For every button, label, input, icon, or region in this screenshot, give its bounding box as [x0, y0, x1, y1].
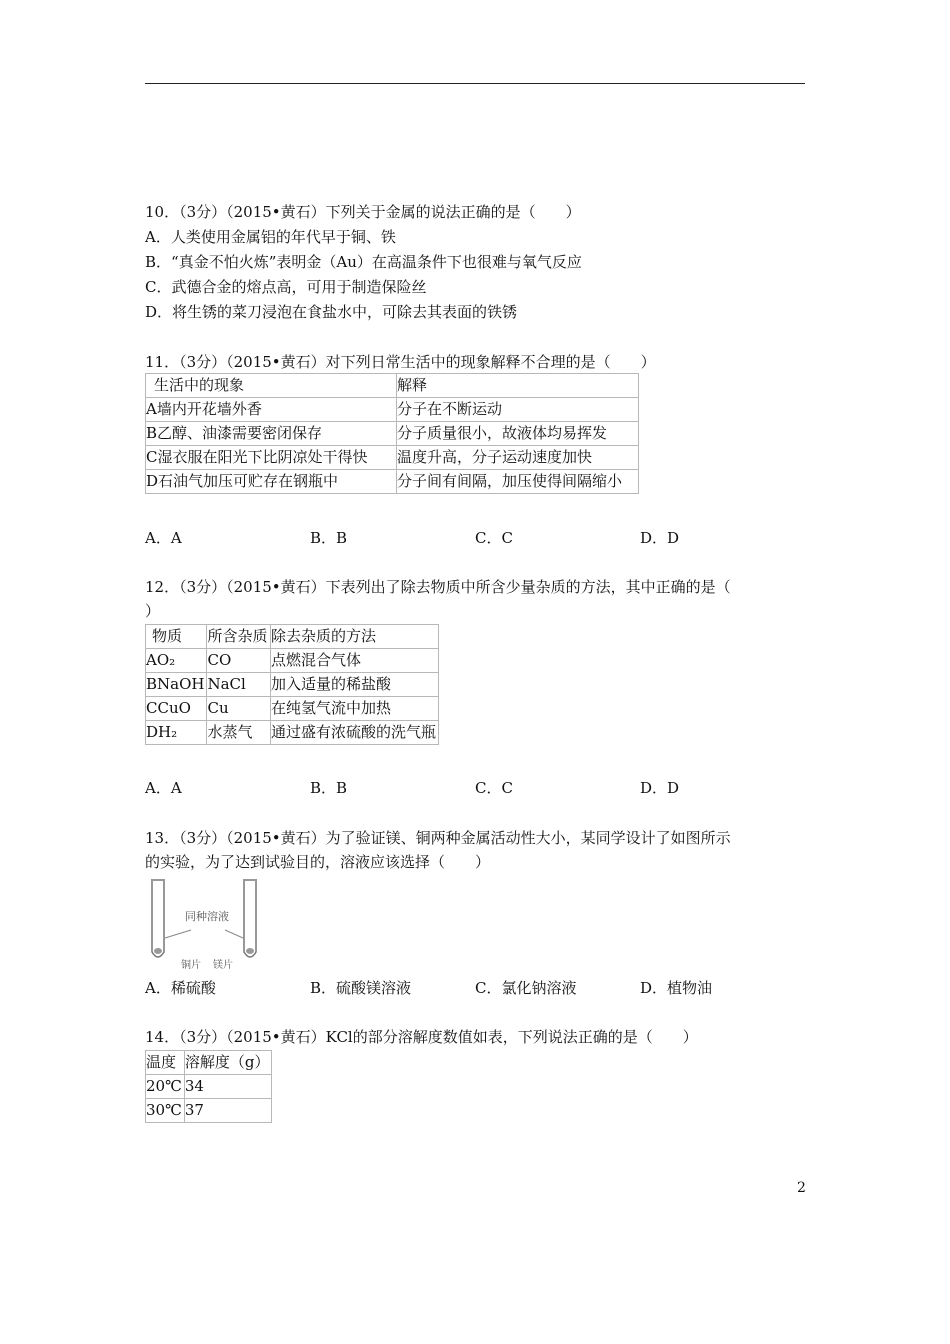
row-label: D — [146, 723, 159, 741]
copper-piece — [154, 948, 162, 954]
q11-answer-c: C．C — [475, 529, 513, 547]
test-tube-figure — [145, 878, 270, 970]
table-cell — [146, 470, 397, 494]
table-row — [146, 721, 439, 745]
q13-answer-d: D．植物油 — [640, 979, 713, 997]
q11-table — [145, 373, 639, 494]
row-label: D — [146, 472, 159, 490]
table-cell — [146, 721, 207, 745]
table-cell — [146, 398, 397, 422]
row-label: C — [146, 448, 158, 466]
q11-answer-a: A．A — [145, 529, 182, 547]
row-label: A — [146, 651, 157, 669]
copper-label: 铜片 — [181, 960, 201, 970]
table-row — [146, 398, 639, 422]
table-header-cell: 温度 — [146, 1051, 185, 1075]
row-substance: O₂ — [156, 651, 176, 669]
row-substance: NaOH — [157, 675, 205, 693]
table-cell — [146, 697, 207, 721]
table-cell: 通过盛有浓硫酸的洗气瓶 — [270, 721, 438, 745]
table-row — [146, 697, 439, 721]
table-row — [146, 1099, 272, 1123]
row-label: A — [146, 400, 157, 418]
table-cell: Cu — [207, 697, 271, 721]
table-cell: 温度升高，分子运动速度加快 — [397, 446, 639, 470]
q13-answer-c: C．氯化钠溶液 — [475, 979, 577, 997]
q12-answer-c: C．C — [475, 779, 513, 797]
q12-answer-d: D．D — [640, 779, 680, 797]
q13-stem-line1: 13．（3分）（2015•黄石）为了验证镁、铜两种金属活动性大小，某同学设计了如图所示 — [145, 829, 731, 847]
q14-table — [145, 1050, 272, 1123]
q13-stem-line2: 的实验，为了达到试验目的，溶液应该选择（ ） — [145, 853, 491, 871]
row-phenomenon: 湿衣服在阳光下比阴凉处干得快 — [157, 448, 368, 466]
row-phenomenon: 石油气加压可贮存在钢瓶中 — [158, 472, 339, 490]
table-header-cell: 物质 — [146, 625, 207, 649]
left-test-tube — [151, 880, 165, 957]
table-header-row — [146, 625, 439, 649]
table-header-cell: 生活中的现象 — [146, 374, 397, 398]
table-header-cell: 所含杂质 — [207, 625, 271, 649]
table-cell: 分子在不断运动 — [397, 398, 639, 422]
q11-answer-d: D．D — [640, 529, 680, 547]
q12-answer-b: B．B — [310, 779, 348, 797]
table-cell: 37 — [184, 1099, 272, 1123]
table-cell: 分子质量很小，故液体均易挥发 — [397, 422, 639, 446]
table-cell: 点燃混合气体 — [270, 649, 438, 673]
table-cell: 20℃ — [146, 1075, 185, 1099]
q13-answer-a: A．稀硫酸 — [145, 979, 216, 997]
table-header-row — [146, 1051, 272, 1075]
q10-option-a: A．人类使用金属铝的年代早于铜、铁 — [145, 228, 396, 246]
row-substance: CuO — [157, 699, 191, 717]
table-row — [146, 470, 639, 494]
table-cell: 分子间有间隔，加压使得间隔缩小 — [397, 470, 639, 494]
table-cell: 加入适量的稀盐酸 — [270, 673, 438, 697]
table-header-cell: 解释 — [397, 374, 639, 398]
table-header-cell: 除去杂质的方法 — [270, 625, 438, 649]
pointer-line-right — [225, 930, 243, 938]
magnesium-piece — [246, 948, 254, 954]
table-cell — [146, 673, 207, 697]
table-row — [146, 446, 639, 470]
q13-answer-b: B．硫酸镁溶液 — [310, 979, 412, 997]
table-cell: NaCl — [207, 673, 271, 697]
table-cell — [146, 649, 207, 673]
row-phenomenon: 乙醇、油漆需要密闭保存 — [157, 424, 323, 442]
table-cell — [146, 446, 397, 470]
table-cell — [146, 422, 397, 446]
q10-option-c: C．武德合金的熔点高，可用于制造保险丝 — [145, 278, 427, 296]
row-label: B — [146, 675, 158, 693]
table-cell: CO — [207, 649, 271, 673]
table-cell: 水蒸气 — [207, 721, 271, 745]
table-row — [146, 422, 639, 446]
row-substance: H₂ — [158, 723, 178, 741]
q10-option-d: D．将生锈的菜刀浸泡在食盐水中，可除去其表面的铁锈 — [145, 303, 518, 321]
magnesium-label: 镁片 — [213, 960, 233, 970]
table-row — [146, 1075, 272, 1099]
solution-label: 同种溶液 — [185, 910, 229, 923]
q14-stem: 14．（3分）（2015•黄石）KCl的部分溶解度数值如表，下列说法正确的是（ ） — [145, 1028, 698, 1046]
q12-answer-a: A．A — [145, 779, 182, 797]
q12-stem-line2: ） — [145, 602, 161, 620]
row-label: C — [146, 699, 158, 717]
q11-stem: 11．（3分）（2015•黄石）对下列日常生活中的现象解释不合理的是（ ） — [145, 353, 656, 371]
table-row — [146, 673, 439, 697]
page-number: 2 — [797, 1180, 806, 1196]
table-header-row — [146, 374, 639, 398]
q12-table — [145, 624, 439, 745]
table-cell: 在纯氢气流中加热 — [270, 697, 438, 721]
row-phenomenon: 墙内开花墙外香 — [156, 400, 262, 418]
table-header-cell: 溶解度（g） — [184, 1051, 272, 1075]
table-cell: 30℃ — [146, 1099, 185, 1123]
table-row — [146, 649, 439, 673]
q11-answer-b: B．B — [310, 529, 348, 547]
q10-option-b: B．“真金不怕火炼”表明金（Au）在高温条件下也很难与氧气反应 — [145, 253, 582, 271]
table-cell: 34 — [184, 1075, 272, 1099]
right-test-tube — [243, 880, 257, 957]
row-label: B — [146, 424, 158, 442]
q12-stem-line1: 12．（3分）（2015•黄石）下表列出了除去物质中所含少量杂质的方法，其中正确的是（ — [145, 578, 731, 596]
header-rule — [145, 83, 805, 84]
q10-stem: 10．（3分）（2015•黄石）下列关于金属的说法正确的是（ ） — [145, 203, 581, 221]
pointer-line-left — [165, 930, 191, 938]
